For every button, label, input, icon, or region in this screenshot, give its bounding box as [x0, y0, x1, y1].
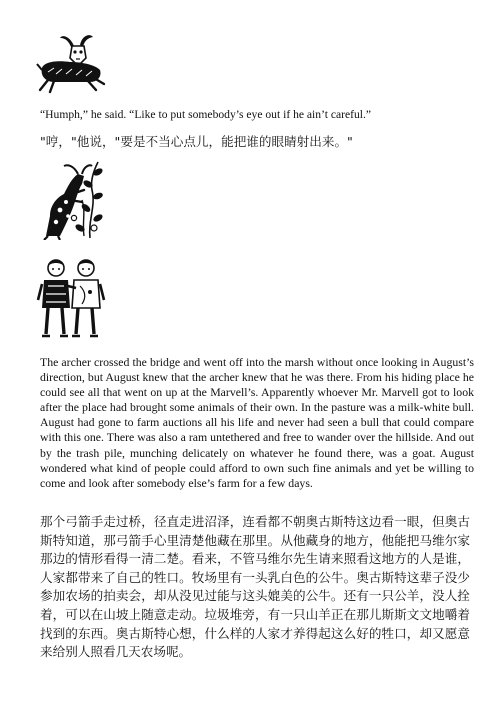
two-boys-illustration	[36, 256, 108, 340]
paragraph-1-chinese: "哼，"他说，"要是不当心点儿，能把谁的眼睛射出来。"	[40, 134, 353, 149]
paragraph-2-english: The archer crossed the bridge and went off into the marsh without once looking in August’s direction, but August knew that the archer knew that he was there. From his hiding place he could see all that went on up at the Marvell’s. Apparently whoever Mr. Marvell got to look after the place had brought some animals of their own. In the pasture was a milk-white bull. August had gone to farm auctions all his life and never had seen a bull that could compare with this one. There was also a ram untethered and free to wander over the hillside. And out by the trash pile, munching delicately on whatever he found there, was a goat. August wondered what kind of people could afford to own such fine animals and yet be willing to come and look after somebody else’s farm for a few days.	[40, 355, 474, 490]
goat-among-vines-illustration	[38, 160, 106, 240]
goat-woodcut-illustration	[36, 28, 106, 94]
paragraph-1-english: “Humph,” he said. “Like to put somebody’s eye out if he ain’t careful.”	[40, 108, 372, 121]
paragraph-2-chinese: 那个弓箭手走过桥，径直走进沼泽，连看都不朝奥古斯特这边看一眼，但奥古斯特知道，那弓箭手心里清楚他藏在那里。从他藏身的地方，他能把马维尔家那边的情形看得一清二楚。看来，不管马维尔先生请来照看这地方的人是谁，人家都带来了自己的牲口。牧场里有一头乳白色的公牛。奥古斯特这辈子没少参加农场的拍卖会，却从没见过能与这头媲美的公牛。还有一只公羊，没人拴着，可以在山坡上随意走动。垃圾堆旁，有一只山羊正在那儿斯斯文文地嚼着找到的东西。奥古斯特心想，什么样的人家才养得起这么好的牲口，却又愿意来给别人照看几天农场呢。	[40, 514, 470, 660]
